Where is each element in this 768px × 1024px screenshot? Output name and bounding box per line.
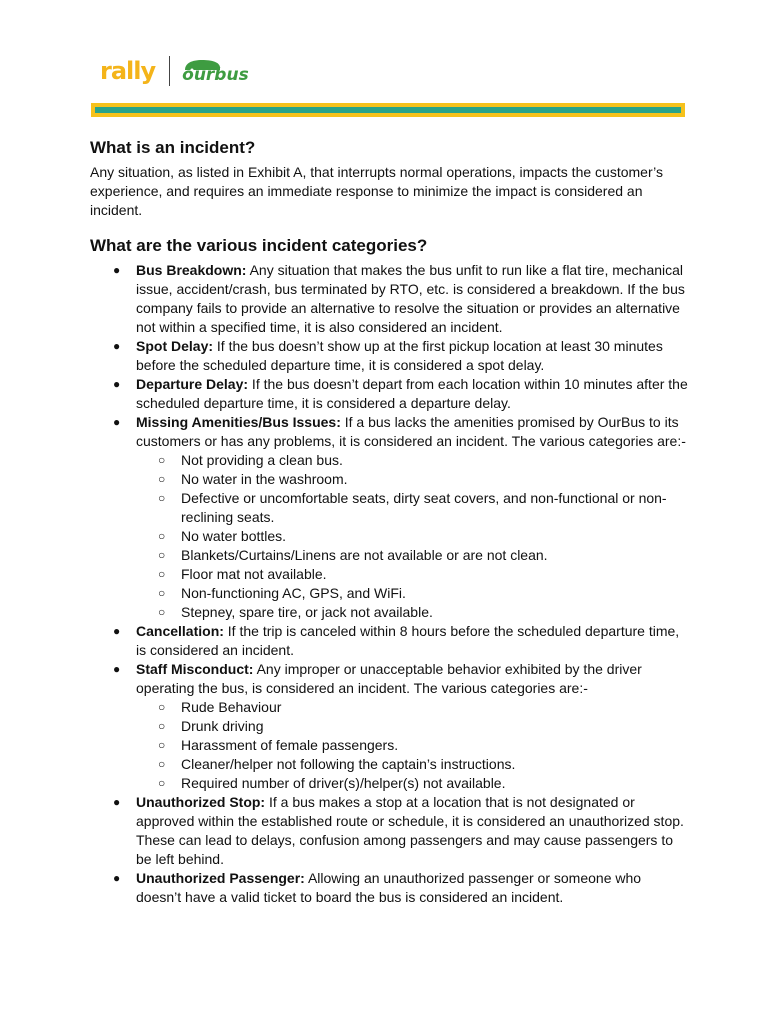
- category-term: Spot Delay:: [136, 338, 214, 354]
- category-item: [90, 375, 690, 413]
- circle-bullet-icon: ○: [158, 605, 166, 619]
- circle-bullet-icon: ○: [158, 738, 166, 752]
- category-item: [90, 660, 690, 793]
- header-banner: [91, 103, 685, 117]
- section-heading-incident: What is an incident?: [90, 138, 256, 157]
- ourbus-wordmark: ourbus: [182, 64, 249, 85]
- bullet-icon: ●: [113, 662, 121, 676]
- bullet-icon: ●: [113, 263, 121, 277]
- subcategory-item: [136, 584, 690, 603]
- incident-definition-text: Any situation, as listed in Exhibit A, that interrupts normal operations, impacts the customer’s experience, and requires an immediate response to minimize the impact is considered an incident.: [90, 164, 663, 218]
- subcategory-text: Not providing a clean bus.: [181, 452, 343, 468]
- circle-bullet-icon: ○: [158, 453, 166, 467]
- subcategory-text: Non-functioning AC, GPS, and WiFi.: [181, 585, 406, 601]
- subcategory-text: Floor mat not available.: [181, 566, 327, 582]
- category-term: Bus Breakdown:: [136, 262, 247, 278]
- subcategory-item: [136, 774, 690, 793]
- circle-bullet-icon: ○: [158, 491, 166, 505]
- category-item: [90, 337, 690, 375]
- subcategory-text: Blankets/Curtains/Linens are not available or are not clean.: [181, 547, 548, 563]
- subcategory-text: No water in the washroom.: [181, 471, 348, 487]
- circle-bullet-icon: ○: [158, 700, 166, 714]
- category-term: Unauthorized Stop:: [136, 794, 266, 810]
- category-item: [90, 413, 690, 622]
- bullet-icon: ●: [113, 415, 121, 429]
- bullet-icon: ●: [113, 871, 121, 885]
- rally-logo: rally: [100, 57, 156, 85]
- category-description: If the bus doesn’t show up at the first pickup location at least 30 minutes before the scheduled departure time, it is considered a spot delay.: [136, 338, 663, 373]
- subcategory-item: [136, 527, 690, 546]
- circle-bullet-icon: ○: [158, 586, 166, 600]
- subcategory-text: Defective or uncomfortable seats, dirty seat covers, and non-functional or non-reclining seats.: [181, 490, 667, 525]
- header-banner-stripe: [95, 107, 681, 113]
- category-term: Staff Misconduct:: [136, 661, 254, 677]
- subcategory-item: [136, 546, 690, 565]
- subcategory-list: [136, 698, 690, 793]
- circle-bullet-icon: ○: [158, 719, 166, 733]
- category-description: Any situation that makes the bus unfit to run like a flat tire, mechanical issue, accident/crash, bus terminated by RTO, etc. is considered a breakdown. If the bus company fails to provide an alternative to resolve the situation or provides an alternative not within a specified time, it is also considered an incident.: [136, 262, 685, 335]
- category-item: [90, 793, 690, 869]
- subcategory-item: [136, 736, 690, 755]
- bullet-icon: ●: [113, 377, 121, 391]
- category-item: [90, 869, 690, 907]
- circle-bullet-icon: ○: [158, 757, 166, 771]
- subcategory-text: Cleaner/helper not following the captain’s instructions.: [181, 756, 516, 772]
- bullet-icon: ●: [113, 795, 121, 809]
- category-description: If a bus makes a stop at a location that is not designated or approved within the established route or schedule, it is considered an unauthorized stop. These can lead to delays, confusion among passengers and may cause passengers to be left behind.: [136, 794, 684, 867]
- circle-bullet-icon: ○: [158, 567, 166, 581]
- document-header: [100, 54, 249, 88]
- logo-divider: [169, 56, 170, 86]
- subcategory-item: [136, 717, 690, 736]
- subcategory-text: Stepney, spare tire, or jack not available.: [181, 604, 433, 620]
- subcategory-text: Required number of driver(s)/helper(s) not available.: [181, 775, 506, 791]
- subcategory-item: [136, 451, 690, 470]
- category-term: Departure Delay:: [136, 376, 249, 392]
- bullet-icon: ●: [113, 339, 121, 353]
- category-list: [90, 261, 690, 907]
- category-item: [90, 261, 690, 337]
- section-heading-categories: What are the various incident categories?: [90, 236, 428, 255]
- bullet-icon: ●: [113, 624, 121, 638]
- subcategory-text: No water bottles.: [181, 528, 287, 544]
- subcategory-text: Harassment of female passengers.: [181, 737, 399, 753]
- subcategory-item: [136, 755, 690, 774]
- category-description: If a bus lacks the amenities promised by OurBus to its customers or has any problems, it is considered an incident. The various categories are:-: [136, 414, 686, 449]
- subcategory-item: [136, 603, 690, 622]
- circle-bullet-icon: ○: [158, 529, 166, 543]
- category-term: Missing Amenities/Bus Issues:: [136, 414, 341, 430]
- circle-bullet-icon: ○: [158, 472, 166, 486]
- subcategory-item: [136, 489, 690, 527]
- circle-bullet-icon: ○: [158, 548, 166, 562]
- subcategory-text: Rude Behaviour: [181, 699, 282, 715]
- category-description: Allowing an unauthorized passenger or someone who doesn’t have a valid ticket to board the bus is considered an incident.: [136, 870, 642, 905]
- subcategory-text: Drunk driving: [181, 718, 264, 734]
- category-item: [90, 622, 690, 660]
- category-description: If the trip is canceled within 8 hours before the scheduled departure time, is considered an incident.: [136, 623, 680, 658]
- category-description: If the bus doesn’t depart from each location within 10 minutes after the scheduled departure time, it is considered a departure delay.: [136, 376, 688, 411]
- document-body: [90, 137, 690, 907]
- subcategory-item: [136, 698, 690, 717]
- circle-bullet-icon: ○: [158, 776, 166, 790]
- category-term: Cancellation:: [136, 623, 224, 639]
- category-description: Any improper or unacceptable behavior exhibited by the driver operating the bus, is considered an incident. The various categories are:-: [136, 661, 642, 696]
- subcategory-item: [136, 565, 690, 584]
- subcategory-item: [136, 470, 690, 489]
- subcategory-list: [136, 451, 690, 622]
- ourbus-logo: [182, 59, 249, 84]
- incident-definition: [90, 163, 690, 220]
- category-term: Unauthorized Passenger:: [136, 870, 305, 886]
